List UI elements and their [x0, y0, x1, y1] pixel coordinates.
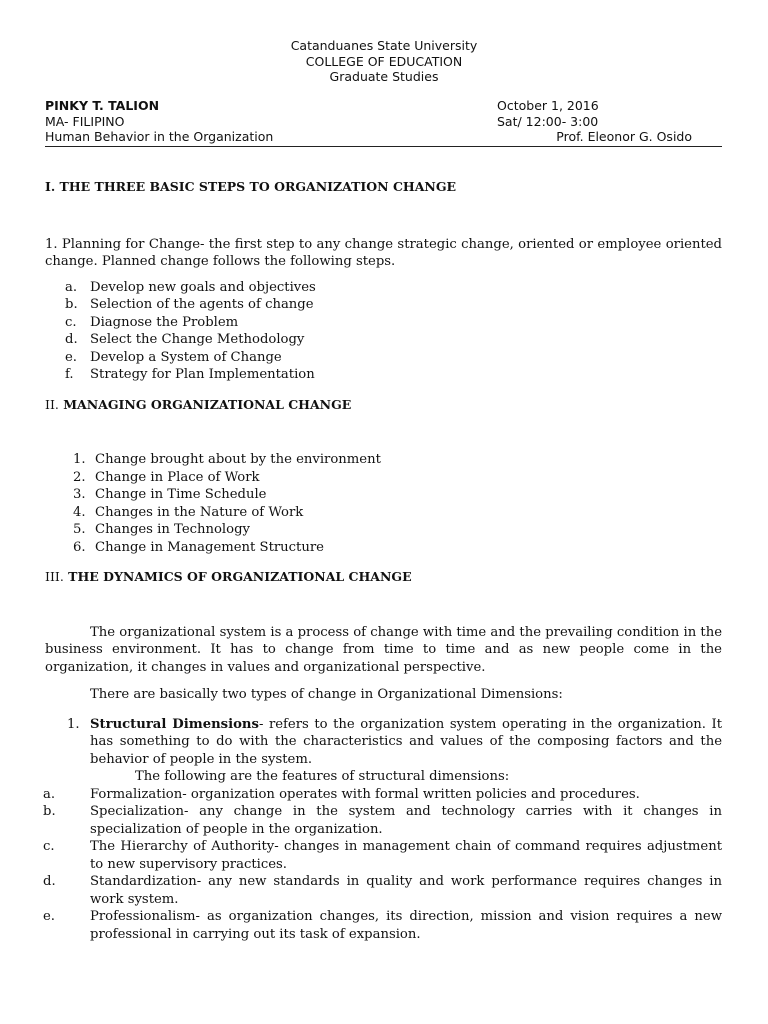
course-title: Human Behavior in the Organization: [45, 129, 274, 144]
list-item: e. Professionalism- as organization changes, its direction, mission and vision requires a new professional in carrying out its task of expansion.: [43, 909, 722, 942]
structural-definition: - refers to the organization system operating in the organization. It has something to do with the characteristics and values of the composing factors and the behavior of people in the system.: [90, 716, 722, 767]
student-info: [45, 98, 722, 145]
list-item: e. Develop a System of Change: [65, 349, 282, 365]
college-name: COLLEGE OF EDUCATION: [305, 53, 463, 69]
list-item: 2. Change in Place of Work: [73, 469, 260, 485]
structural-dimensions-item: 1. Structural Dimensions- refers to the organization system operating in the organization. It has something to do with the characteristics and values of the composing factors and the behavior of people in the system.: [67, 716, 722, 767]
header-divider: [45, 146, 722, 147]
types-intro: There are basically two types of change in Organizational Dimensions:: [90, 687, 563, 702]
list-item: d. Select the Change Methodology: [65, 332, 305, 347]
document-header: [0, 38, 768, 85]
dimension-list: [45, 716, 722, 769]
list-item: 6. Change in Management Structure: [73, 539, 324, 555]
list-item: c. Diagnose the Problem: [65, 314, 239, 330]
list-item: b. Selection of the agents of change: [65, 297, 314, 312]
list-item: a. Formalization- organization operates with formal written policies and procedures.: [43, 786, 640, 802]
program: MA- FILIPINO: [45, 113, 125, 129]
section2-title: II. MANAGING ORGANIZATIONAL CHANGE: [45, 396, 352, 412]
section2-list: [45, 451, 722, 556]
document-body: [45, 178, 722, 943]
professor-name: Prof. Eleonor G. Osido: [556, 129, 692, 144]
student-name: PINKY T. TALION: [45, 98, 160, 113]
structural-term: Structural Dimensions: [90, 716, 259, 732]
schedule: Sat/ 12:00- 3:00: [497, 113, 599, 129]
section1-steps-list: [45, 279, 722, 384]
submission-date: October 1, 2016: [497, 98, 599, 113]
university-name: Catanduanes State University: [290, 38, 478, 53]
list-item: 3. Change in Time Schedule: [73, 487, 267, 502]
section1-title: I. THE THREE BASIC STEPS TO ORGANIZATION CHANGE: [45, 179, 457, 194]
list-item: d. Standardization- any new standards in quality and work performance requires changes in work system.: [43, 874, 722, 907]
division-name: Graduate Studies: [329, 69, 439, 84]
section1-intro: 1. Planning for Change- the first step to any change strategic change, oriented or employee oriented change. Planned change follows the following steps.: [45, 236, 722, 269]
list-item: 5. Changes in Technology: [73, 522, 250, 537]
list-item: c. The Hierarchy of Authority- changes in management chain of command requires adjustment to new supervisory practices.: [43, 839, 722, 872]
structural-features-list: [45, 786, 722, 944]
section3-title: III. THE DYNAMICS OF ORGANIZATIONAL CHANGE: [45, 569, 412, 584]
section3-paragraph: The organizational system is a process of change with time and the prevailing condition in the business environment. It has to change from time to time and as new people come in the organization, it changes in values and organizational perspective.: [45, 624, 722, 675]
list-item: f. Strategy for Plan Implementation: [65, 367, 315, 382]
list-item: a. Develop new goals and objectives: [65, 279, 316, 295]
features-lead: The following are the features of structural dimensions:: [135, 769, 510, 784]
list-item: 4. Changes in the Nature of Work: [73, 504, 304, 520]
list-item: b. Specialization- any change in the system and technology carries with it changes in specialization of people in the organization.: [43, 804, 722, 837]
list-item: 1. Change brought about by the environment: [73, 452, 381, 467]
